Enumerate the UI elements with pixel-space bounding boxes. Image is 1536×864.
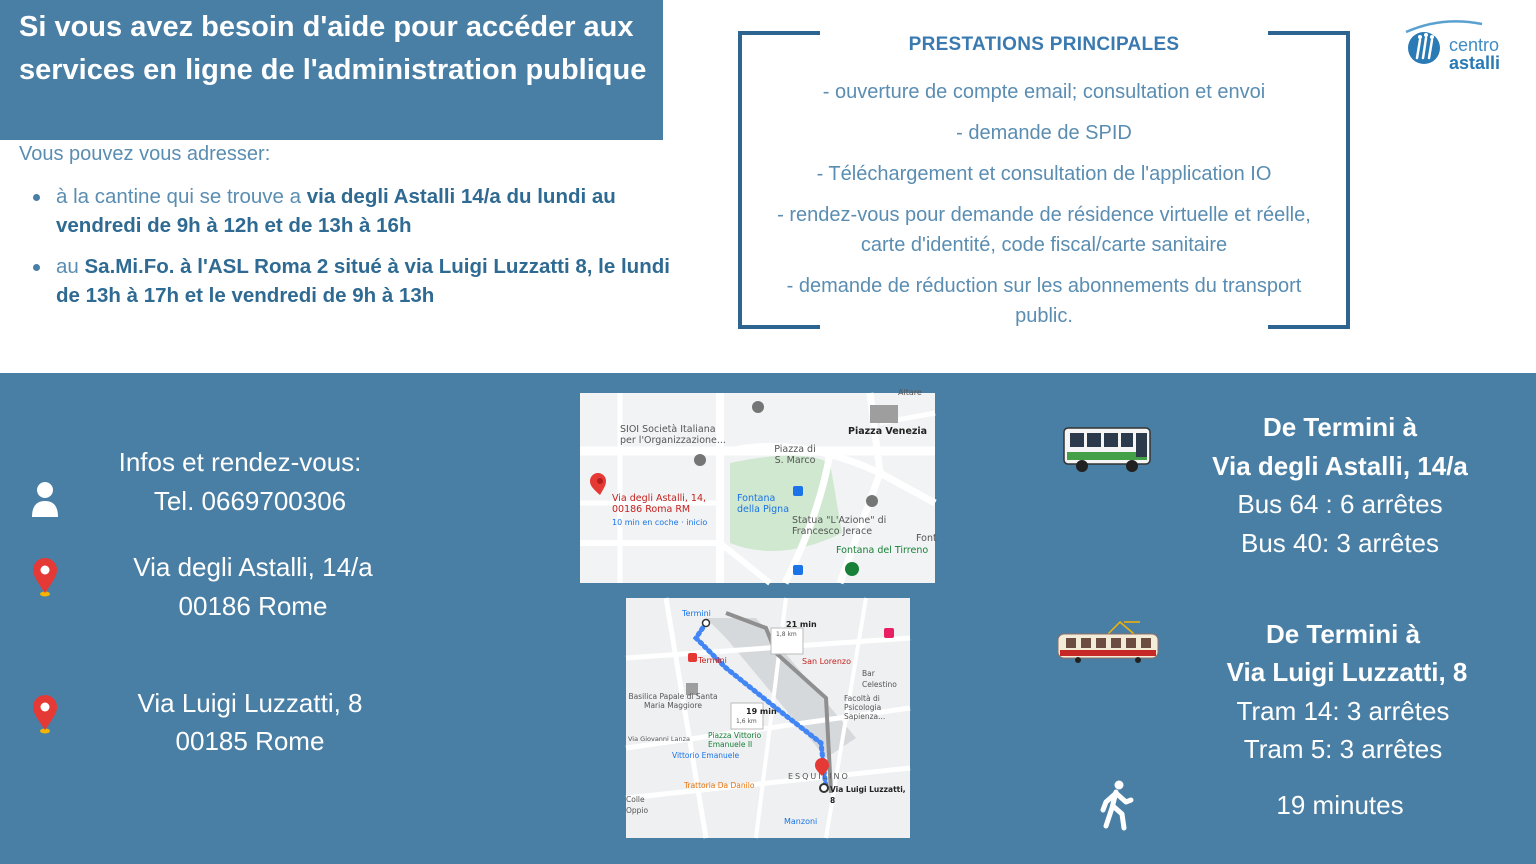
service-item: - demande de réduction sur les abonnements du transport public. [786, 275, 1302, 327]
service-item: - Téléchargement et consultation de l'application IO [816, 163, 1272, 185]
map-poi: Font [916, 533, 937, 544]
map-astalli[interactable] [580, 388, 937, 583]
logo-line-2: astalli [1449, 53, 1501, 73]
intro-text: Vous pouvez vous adresser: [19, 143, 271, 165]
tram-icon [1054, 620, 1162, 666]
route1-bus40: Bus 40: 3 arrêtes [1241, 528, 1439, 558]
walking-person-icon [1100, 780, 1134, 830]
route1-bus64: Bus 64 : 6 arrêtes [1237, 489, 1443, 519]
map-poi: Vittorio Emanuele [672, 751, 740, 760]
services-title: PRESTATIONS PRINCIPALES [908, 34, 1180, 55]
map-walk-time: 21 min [786, 620, 817, 629]
route1-heading-to: Via degli Astalli, 14/a [1212, 451, 1468, 481]
location-item-cantine [30, 182, 670, 240]
logo-line-1: centro [1449, 35, 1500, 55]
map-poi: Facoltà di Psicologia Sapienza... [844, 694, 886, 721]
contact-label: Infos et rendez-vous: [118, 447, 362, 477]
map-street: Via Giovanni Lanza [628, 735, 691, 743]
page-title: Si vous avez besoin d'aide pour accéder aux services en ligne de l'administration publique [19, 11, 647, 86]
service-item: - demande de SPID [956, 122, 1132, 144]
title-banner [0, 0, 663, 140]
location-detail: via degli Astalli 14/a du lundi au vendredi de 9h à 12h et de 13h à 16h [56, 185, 616, 237]
address-street-2: Via Luigi Luzzatti, 8 [137, 688, 363, 718]
route2-heading-to: Via Luigi Luzzatti, 8 [1226, 657, 1468, 687]
address-city-2: 00185 Rome [175, 726, 325, 756]
map-district: ESQUILINO [788, 772, 850, 781]
bullet-icon [33, 194, 40, 201]
location-detail: Sa.Mi.Fo. à l'ASL Roma 2 situé à via Luigi Luzzatti 8, le lundi de 13h à 17h et le vendredi de 9h à 13h [56, 255, 670, 307]
map-poi: SIOI Società Italiana per l'Organizzazione... [620, 424, 726, 446]
map-route-info: 10 min en coche · inicio [612, 518, 708, 527]
map-walk-time: 19 min [746, 707, 777, 716]
map-luzzatti[interactable] [626, 598, 910, 838]
bus-icon [1062, 424, 1152, 474]
location-prefix: à la cantine qui se trouve a [56, 185, 307, 208]
location-prefix: au [56, 255, 85, 278]
map-poi: Piazza di S. Marco [774, 444, 816, 466]
map-poi: Basilica Papale di Santa Maria Maggiore [628, 692, 718, 710]
map-pin-icon [32, 558, 58, 598]
map-poi: Manzoni [784, 817, 818, 826]
bullet-icon [33, 264, 40, 271]
route2-heading-from: De Termini à [1265, 619, 1421, 649]
route2-tram5: Tram 5: 3 arrêtes [1243, 734, 1443, 764]
map-poi: San Lorenzo [802, 657, 852, 666]
address-city-1: 00186 Rome [178, 591, 328, 621]
route1-heading-from: De Termini à [1262, 412, 1418, 442]
map-poi: Fontana del Tirreno [836, 545, 929, 556]
map-poi: Fontana della Pigna [737, 493, 790, 515]
map-walk-distance: 1,6 km [736, 718, 757, 725]
locations-list [30, 182, 670, 322]
map-poi: Trattoria Da Danilo [684, 781, 755, 790]
walk-duration: 19 minutes [1276, 790, 1404, 820]
map-poi: Piazza Venezia [848, 426, 928, 437]
location-item-samifo [30, 252, 670, 310]
services-list [770, 77, 1318, 342]
map-poi: Piazza Vittorio Emanuele II [708, 731, 762, 749]
map-destination: Via degli Astalli, 14, 00186 Roma RM [612, 493, 707, 515]
map-poi: Statua "L'Azione" di Francesco Jerace [792, 515, 887, 537]
map-poi: Colle Oppio [626, 795, 649, 815]
map-pin-icon [32, 695, 58, 735]
map-poi: Termini [682, 609, 711, 618]
person-icon [31, 481, 59, 518]
map-destination: Via Luigi Luzzatti, 8 [830, 785, 906, 805]
map-poi: Termini [698, 656, 727, 665]
address-street-1: Via degli Astalli, 14/a [133, 552, 373, 582]
route2-tram14: Tram 14: 3 arrêtes [1236, 696, 1450, 726]
map-poi: Bar Celestino [862, 669, 897, 689]
map-walk-distance: 1,8 km [776, 631, 797, 638]
map-poi: Altare [898, 388, 922, 397]
service-item: - ouverture de compte email; consultation et envoi [822, 81, 1266, 103]
logo-wordmark [1449, 36, 1500, 72]
service-item: - rendez-vous pour demande de résidence virtuelle et réelle, carte d'identité, code fiscal/carte sanitaire [777, 204, 1311, 256]
phone-number: Tel. 0669700306 [153, 486, 347, 516]
